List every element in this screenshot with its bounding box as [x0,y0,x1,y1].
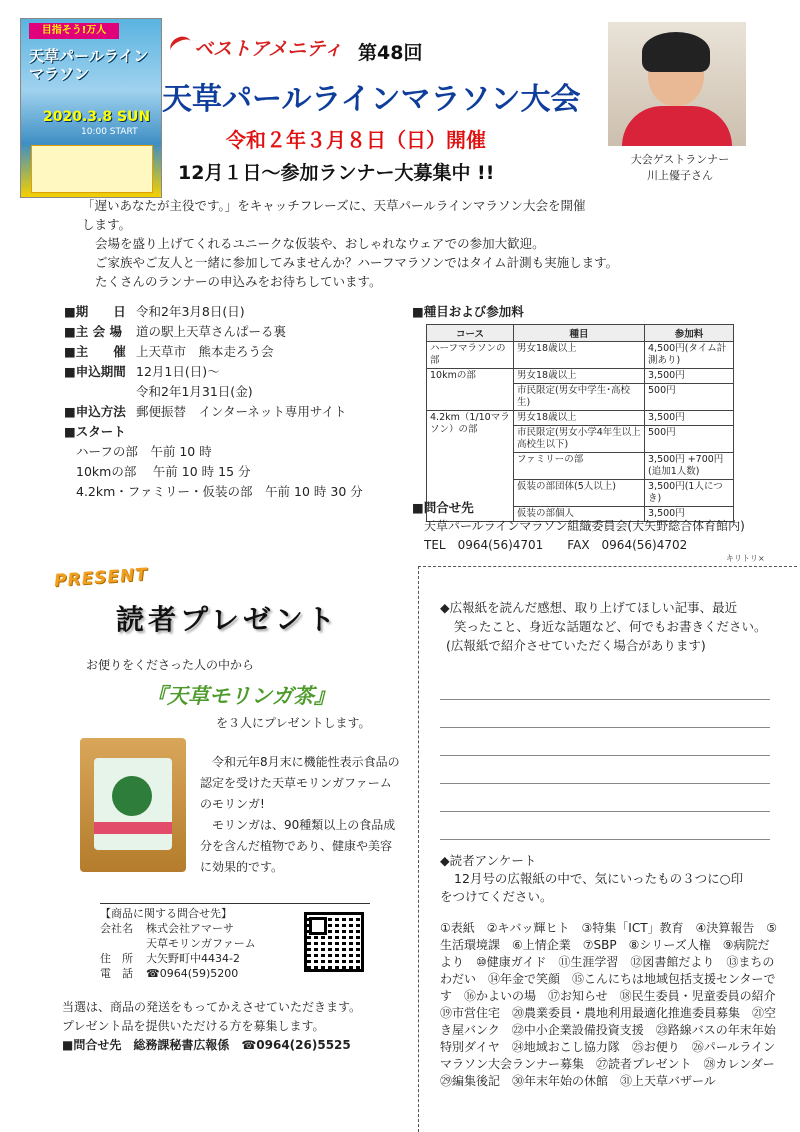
contact-section: ■問合せ先 天草パールラインマラソン組織委員会(大矢野総合体育館内) TEL 0964(56)4701 FAX 0964(56)4702 [412,500,745,552]
comment-prompt: ◆広報紙を読んだ感想、取り上げてほしい記事、最近 笑ったこと、身近な話題など、何でもお書きください。 (広報紙で紹介させていただく場合があります) [440,600,767,653]
writing-line[interactable] [440,700,770,728]
poster-title: 天草パールライン マラソン [29,47,149,83]
table-row: ハーフマラソンの部 男女18歳以上 4,500円(タイム計測あり) [427,342,734,369]
marathon-poster [20,18,162,198]
writing-line[interactable] [440,672,770,700]
table-row: 市民限定(男女小学4年生以上高校生以下) 500円 [427,426,734,453]
swoosh-icon [167,33,195,59]
poster-info-box [31,145,153,193]
reader-survey: ◆読者アンケート 12月号の広報紙の中で、気にいったもの３つに○印 をつけてください。 ①表紙 ②キバッ輝ヒト ③特集「ICT」教育 ④決算報告 ⑤生活環境課 ⑥上情企業 ⑦SBP ⑧シリーズ人権 ⑨病院だより ⑩健康ガイド ⑪生涯学習 ⑫図書館だより ⑬まちのわだい ⑭年金で笑顔 ⑮こんにちは地域包括支援センターです ⑯かよいの場 ⑰お知らせ ⑱民生委員・児童委員の紹介 ⑲市営住宅 ⑳農業委員・農地利用最適化推進委員募集 ㉑空き屋バンク ㉒中小企業設備投資支援 ㉓路線バスの年末年始特別ダイヤ ㉔地域おこし協力隊 ㉕お便り ㉖パールラインマラソン大会ランナー募集 ㉗読者プレゼント ㉘カレンダー ㉙編集後記 ㉚年末年始の休館 ㉛上天草バザール [440,853,788,1088]
event-info: ■期 日 令和2年3月8日(日) ■主 会 場 道の駅上天草さんぱーる裏 ■主 催 上天草市 熊本走ろう会 ■申込期間 12月1日(日)～ 令和2年1月31日(金) ■申込方法 郵便振替 インターネット専用サイト ■スタート ハーフの部 午前 10 時 10kmの部 午前 10 時 15 分 4.2km・ファミリー・仮装の部 午前 10 時 30 分 [64,304,363,499]
survey-options[interactable]: ①表紙 ②キバッ輝ヒト ③特集「ICT」教育 ④決算報告 ⑤生活環境課 ⑥上情企業 ⑦SBP ⑧シリーズ人権 ⑨病院だより ⑩健康ガイド ⑪生涯学習 ⑫図書館だより ⑬まちのわだい ⑭年金で笑顔 ⑮こんにちは地域包括支援センターです ⑯かよいの場 ⑰お知らせ ⑱民生委員・児童委員の紹介 ⑲市営住宅 ⑳農業委員・農地利用最適化推進委員募集 ㉑空き屋バンク ㉒中小企業設備投資支援 ㉓路線バスの年末年始特別ダイヤ ㉔地域おこし協力隊 ㉕お便り ㉖パールラインマラソン大会ランナー募集 ㉗読者プレゼント ㉘カレンダー ㉙編集後記 ㉚年末年始の休館 ㉛上天草バザール [440,921,788,1088]
event-date: 令和２年３月８日（日）開催 [226,128,486,152]
present-tag: PRESENT [53,564,149,592]
guest-caption: 大会ゲストランナー 川上優子さん [630,153,730,182]
present-heading: 読者プレゼント [116,603,339,636]
qr-code[interactable] [304,912,364,972]
product-description: 令和元年8月末に機能性表示食品の認定を受けた天草モリンガファームのモリンガ! モリンガは、90種類以上の食品成分を含んだ植物であり、健康や美容に効果的です。 [200,755,400,874]
writing-line[interactable] [440,784,770,812]
guest-runner-photo [608,22,746,146]
table-row: ファミリーの部 3,500円 +700円(追加1人数) [427,453,734,480]
comment-writing-lines[interactable] [440,672,770,840]
cut-here-label: キリトリ× [726,554,765,563]
intro-text: 「遅いあなたが主役です。」をキャッチフレーズに、天草パールラインマラソン大会を開催 します。 会場を盛り上げてくれるユニークな仮装や、おしゃれなウェアでの参加大歓迎。 ご家族やご友人と一緒に参加してみませんか？ハーフマラソンではタイム計測も実施します。 たくさんのランナーの申込みをお待ちしています。 [82,198,619,289]
product-name: 『天草モリンガ茶』 [146,684,335,708]
writing-line[interactable] [440,756,770,784]
table-row: 4.2km（1/10マラソン）の部 男女18歳以上 3,500円 [427,411,734,426]
poster-start: 10:00 START [81,127,138,137]
present-notes: 当選は、商品の発送をもってかえさせていただきます。 プレゼント品を提供いただける方を募集します。 ■問合せ先 総務課秘書広報係 ☎0964(26)5525 [62,1000,362,1052]
table-row: 仮装の部個人 3,500円 [427,507,734,522]
shop-contact: 【商品に関する問合せ先】 会社名 株式会社アマーサ 天草モリンガファーム 住 所 大矢野町中4434-2 電 話 ☎0964(59)5200 [100,903,370,981]
present-subtitle: お便りをくださった人の中から [86,658,255,672]
present-count: を３人にプレゼントします。 [216,716,371,730]
recruit-banner: 12月１日～参加ランナー大募集中 !! [178,162,495,184]
event-title: 天草パールラインマラソン大会 [162,82,581,117]
writing-line[interactable] [440,728,770,756]
edition-label: 第48回 [358,42,423,64]
table-row: 仮装の部団体(5人以上) 3,500円(1人につき) [427,480,734,507]
table-row: 市民限定(男女中学生･高校生) 500円 [427,384,734,411]
tea-package-image [80,738,186,872]
leaf-icon [112,776,152,816]
fee-heading: ■種目および参加料 [412,304,524,319]
sponsor-logo: ベストアメニティ [170,34,343,61]
writing-line[interactable] [440,812,770,840]
poster-tagline: 目指そう!万人 [29,23,119,39]
fee-table: コース 種目 参加料 ハーフマラソンの部 男女18歳以上 4,500円(タイム計測あり) 10kmの部 男女18歳以上 3,500円 市民限定(男女中学生･高校生) 500円 4.2km（1/10マラソン）の部 男女18歳以上 3,500円 市民限定(男女小学4年生以上高校生以下) 500円 ファミリーの部 3,500円 +700円(追加1人数) 仮装の部団体(5人以上) 3,500円(1人につき) 仮装の部個人 3,500円 [426,324,734,522]
fee-section [412,302,752,522]
poster-date: 2020.3.8 SUN [43,109,151,125]
table-row: 10kmの部 男女18歳以上 3,500円 [427,369,734,384]
